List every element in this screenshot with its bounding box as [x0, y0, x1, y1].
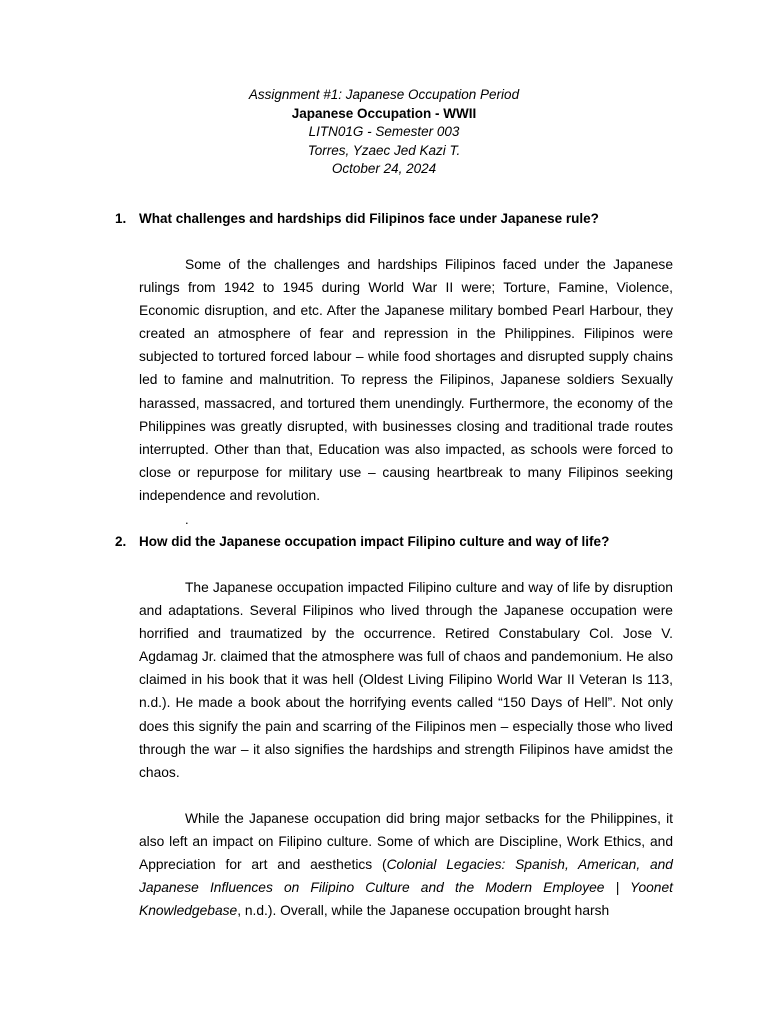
question-1: [115, 210, 675, 228]
author-line: Torres, Yzaec Jed Kazi T.: [307, 142, 461, 158]
course-line: LITN01G - Semester 003: [308, 124, 460, 139]
answer-2-paragraph: The Japanese occupation impacted Filipino culture and way of life by disruption and adaptations. Several Filipinos who lived through the Japanese occupation were horrified and traumatized by the occurrence. Retired Constabulary Col. Jose V. Agdamag Jr. claimed that the atmosphere was full of chaos and pandemonium. He also claimed in his book that it was hell (Oldest Living Filipino World War II Veteran Is 113, n.d.). He made a book about the horrifying events called “150 Days of Hell”. Not only does this signify the pain and scarring of the Filipinos men – especially those who lived through the war – it also signifies the hardships and strength Filipinos have amidst the chaos.: [139, 580, 673, 780]
date-line: October 24, 2024: [331, 161, 437, 176]
document-title: Japanese Occupation - WWII: [291, 105, 477, 121]
question-2-number: 2.: [115, 534, 127, 549]
question-2: [115, 533, 675, 551]
question-1-text: What challenges and hardships did Filipinos face under Japanese rule?: [139, 211, 599, 226]
paragraph-2-text-end: , n.d.). Overall, while the Japanese occupation brought harsh: [237, 903, 610, 919]
question-1-number: 1.: [115, 211, 127, 226]
paragraph-2-text-start: While the Japanese occupation did bring major setbacks for the Philippines, it also left an impact on Filipino culture. Some of which are Discipline, Work Ethics, and Appreciation for art and aesthetics (: [139, 811, 673, 873]
answer-1-paragraph: Some of the challenges and hardships Filipinos faced under the Japanese rulings from 1942 to 1945 during World War II were; Torture, Famine, Violence, Economic disruption, and etc. After the Japanese military bombed Pearl Harbour, they created an atmosphere of fear and repression in the Philippines. Filipinos were subjected to tortured forced labour – while food shortages and disrupted supply chains led to famine and malnutrition. To repress the Filipinos, Japanese soldiers Sexually harassed, massacred, and tortured them unendingly. Furthermore, the economy of the Philippines was greatly disrupted, with businesses closing and traditional trade routes interrupted. Other than that, Education was also impacted, as schools were forced to close or repurpose for military use – causing heartbreak to many Filipinos seeking independence and revolution.: [139, 257, 673, 503]
paragraph-2-citation: Colonial Legacies: Spanish, American, and Japanese Influences on Filipino Culture and the Modern Employee | Yoonet Knowledgebase: [139, 857, 673, 919]
answer-2-paragraph-2: [139, 807, 673, 922]
stray-mark: .: [185, 512, 189, 527]
assignment-line: Assignment #1: Japanese Occupation Period: [248, 87, 520, 102]
question-2-text: How did the Japanese occupation impact Filipino culture and way of life?: [139, 534, 610, 549]
document-header: [0, 86, 768, 179]
